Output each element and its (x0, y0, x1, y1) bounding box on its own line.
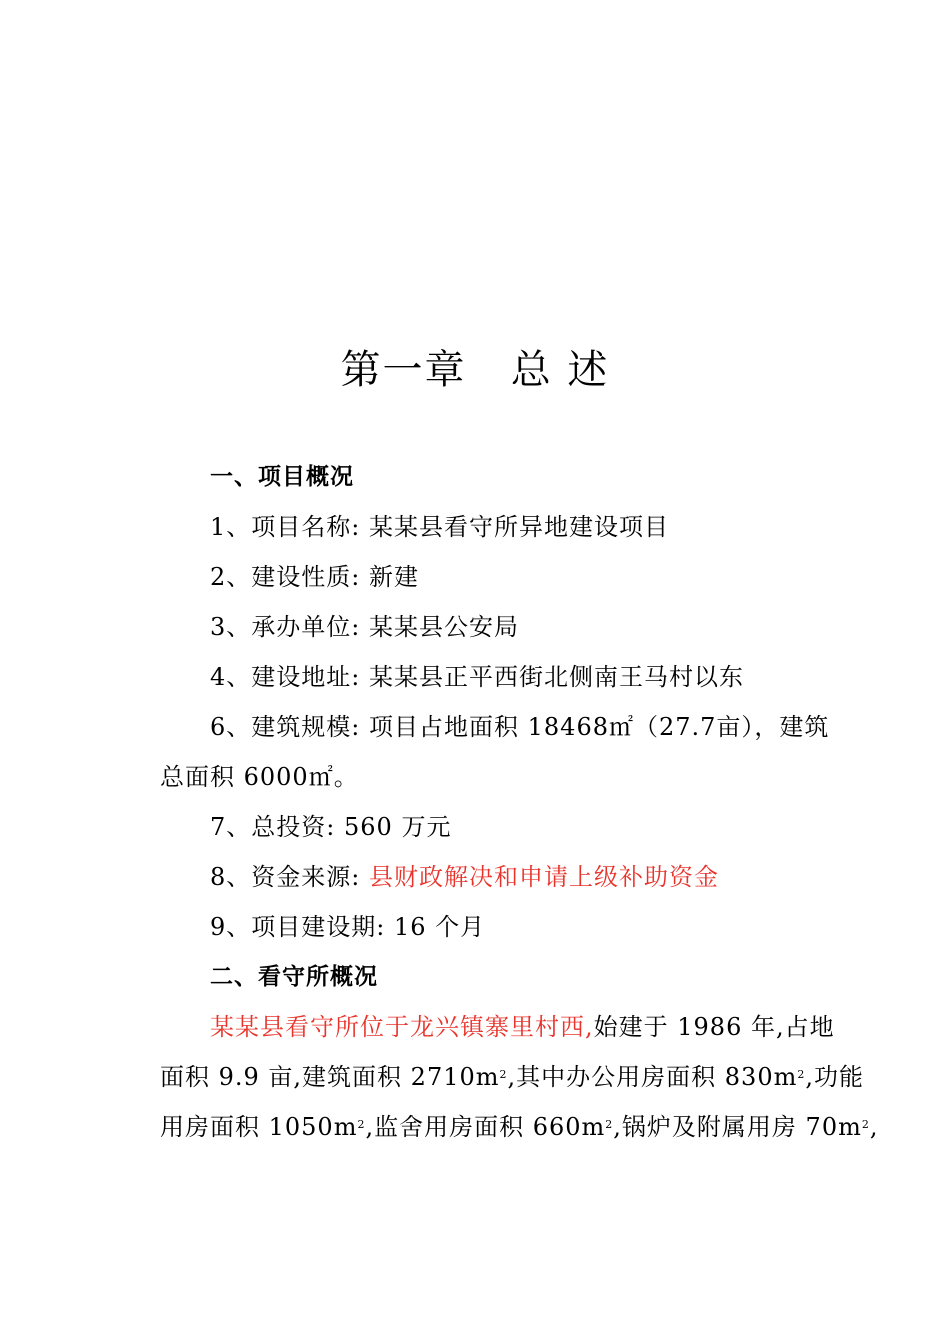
section-heading-2: 二、看守所概况 (210, 964, 378, 990)
location-text: 某某县看守所位于龙兴镇寨里村西, (210, 1013, 594, 1041)
item-funding-source: 8、资金来源: 县财政解决和申请上级补助资金 (210, 863, 720, 891)
item-scale-continued: 总面积 6000㎡。 (160, 763, 359, 791)
paragraph-line-3: 用房面积 $1050m^2$,监舍用房面积 $660m^2$,锅炉及附属用房 $70m^2$, (160, 1113, 879, 1141)
paragraph-line-1: 某某县看守所位于龙兴镇寨里村西,始建于 1986 年,占地 (210, 1013, 835, 1041)
paragraph-line-2: 面积 9.9 亩,建筑面积 $2710m^2$,其中办公用房面积 $830m^2$,功能 (160, 1063, 864, 1091)
item-organizer: 3、承办单位: 某某县公安局 (210, 613, 520, 641)
item-investment: 7、总投资: 560 万元 (210, 813, 452, 841)
section-heading-1: 一、项目概况 (210, 464, 354, 490)
item-address: 4、建设地址: 某某县正平西街北侧南王马村以东 (210, 663, 745, 691)
item-construction-type: 2、建设性质: 新建 (210, 563, 420, 591)
item-scale: 6、建筑规模: 项目占地面积 18468㎡（27.7亩），建筑 (210, 713, 830, 741)
funding-source-value: 县财政解决和申请上级补助资金 (369, 863, 720, 891)
chapter-title: 第一章 总 述 (340, 347, 610, 393)
item-construction-period: 9、项目建设期: 16 个月 (210, 913, 486, 941)
item-project-name: 1、项目名称: 某某县看守所异地建设项目 (210, 513, 670, 541)
